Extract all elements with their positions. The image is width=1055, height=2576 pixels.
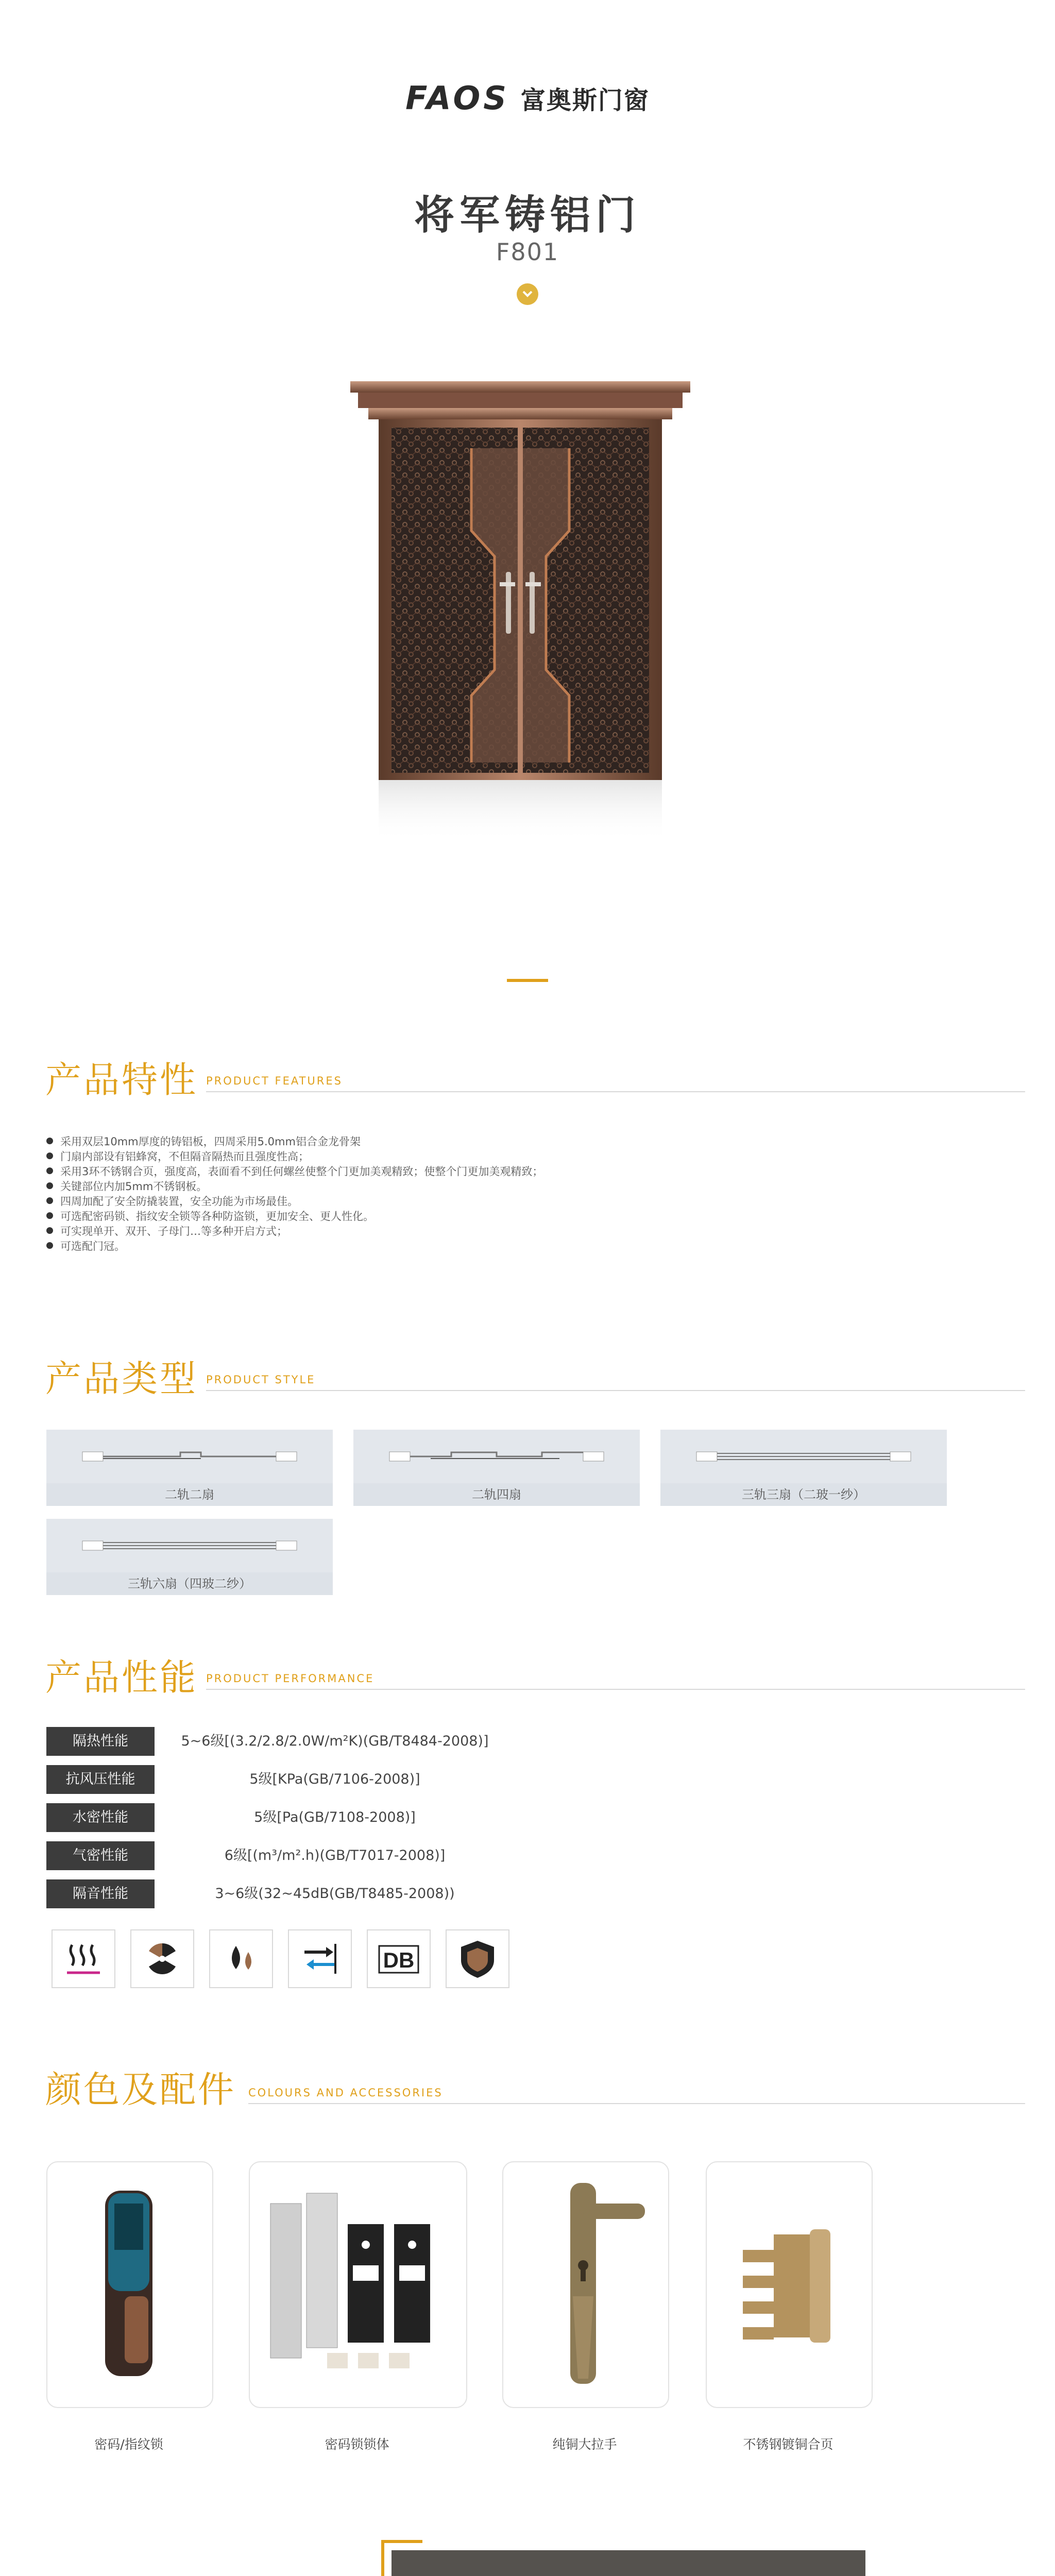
type-label: 三轨三扇（二玻一纱） <box>660 1483 947 1506</box>
perf-value: 3~6级(32~45dB(GB/T8485-2008)) <box>215 1886 455 1902</box>
track-diagram-icon <box>46 1430 333 1483</box>
type-card[interactable] <box>46 1430 333 1506</box>
performance-rule <box>206 1689 1025 1690</box>
hinge-icon <box>707 2162 872 2407</box>
logo-wordmark: FAOS <box>405 79 509 117</box>
list-item: 关键部位内加5mm不锈钢板。 <box>46 1178 1025 1193</box>
table-row <box>46 1803 1025 1832</box>
table-row <box>46 1841 1025 1870</box>
accessory-label: 密码锁锁体 <box>325 2437 389 2452</box>
perf-label: 抗风压性能 <box>46 1765 155 1794</box>
table-row <box>46 1727 1025 1756</box>
bullet-icon <box>46 1197 53 1204</box>
air-tight-icon <box>288 1929 352 1988</box>
detail-photo <box>392 2550 865 2576</box>
corner-accent <box>381 2540 384 2576</box>
bullet-icon <box>46 1182 53 1189</box>
performance-title: 产品性能 <box>45 1656 198 1699</box>
perf-label: 气密性能 <box>46 1841 155 1870</box>
wind-pressure-icon <box>130 1929 194 1988</box>
features-title: 产品特性 <box>45 1059 198 1101</box>
types-rule <box>206 1390 1025 1391</box>
accessory-card[interactable] <box>249 2161 467 2408</box>
accessory-card[interactable] <box>502 2161 669 2408</box>
heat-insulation-icon <box>52 1929 115 1988</box>
type-label: 二轨四扇 <box>353 1483 640 1506</box>
perf-label: 隔音性能 <box>46 1879 155 1908</box>
door-handle-icon <box>503 2162 668 2407</box>
accessory-card[interactable] <box>706 2161 873 2408</box>
smart-lock-icon <box>47 2162 212 2407</box>
accessory-card[interactable] <box>46 2161 213 2408</box>
perf-value: 5~6级[(3.2/2.8/2.0W/m²K)(GB/T8484-2008)] <box>181 1733 489 1749</box>
bullet-icon <box>46 1227 53 1234</box>
list-item: 采用3环不锈钢合页，强度高，表面看不到任何螺丝使整个门更加美观精致；使整个门更加美观精致； <box>46 1163 1025 1178</box>
accessory-label: 密码/指纹锁 <box>94 2437 163 2452</box>
performance-subtitle: PRODUCT PERFORMANCE <box>206 1672 375 1685</box>
accessories-rule <box>248 2103 1025 2104</box>
sound-insulation-icon <box>367 1929 431 1988</box>
types-title: 产品类型 <box>45 1358 198 1400</box>
product-title: 将军铸铝门 <box>414 192 641 239</box>
type-card[interactable] <box>353 1430 640 1506</box>
features-subtitle: PRODUCT FEATURES <box>206 1075 343 1087</box>
db-text: DB <box>383 1948 415 1972</box>
list-item: 可选配密码锁、指纹安全锁等各种防盗锁，更加安全、更人性化。 <box>46 1208 1025 1223</box>
list-item: 采用双层10mm厚度的铸铝板，四周采用5.0mm铝合金龙骨架 <box>46 1133 1025 1148</box>
types-subtitle: PRODUCT STYLE <box>206 1374 316 1386</box>
type-card[interactable] <box>46 1519 333 1595</box>
bullet-icon <box>46 1153 53 1159</box>
brand-logo <box>0 77 1055 118</box>
accessory-label: 不锈钢镀铜合页 <box>743 2437 833 2452</box>
water-tight-icon <box>209 1929 273 1988</box>
bullet-icon <box>46 1212 53 1219</box>
track-diagram-icon <box>353 1430 640 1483</box>
features-rule <box>206 1091 1025 1092</box>
list-item: 四周加配了安全防撬装置，安全功能为市场最佳。 <box>46 1193 1025 1208</box>
list-item: 可选配门冠。 <box>46 1238 1025 1253</box>
perf-value: 5级[Pa(GB/7108-2008)] <box>254 1809 416 1825</box>
list-item: 门扇内部设有铝蜂窝，不但隔音隔热而且强度性高； <box>46 1148 1025 1163</box>
corner-accent <box>381 2540 422 2543</box>
accessories-title: 颜色及配件 <box>45 2069 236 2111</box>
accessory-label: 纯铜大拉手 <box>552 2437 617 2452</box>
type-label: 二轨二扇 <box>46 1483 333 1506</box>
logo-name-cn: 富奥斯门窗 <box>520 86 650 115</box>
bullet-icon <box>46 1167 53 1174</box>
bullet-icon <box>46 1242 53 1249</box>
table-row <box>46 1765 1025 1794</box>
track-diagram-icon <box>660 1430 947 1483</box>
bullet-icon <box>46 1138 53 1144</box>
perf-value: 6级[(m³/m².h)(GB/T7017-2008)] <box>224 1848 446 1863</box>
lock-body-icon <box>250 2162 466 2407</box>
perf-label: 水密性能 <box>46 1803 155 1832</box>
track-diagram-icon <box>46 1519 333 1572</box>
list-item: 可实现单开、双开、子母门…等多种开启方式； <box>46 1223 1025 1238</box>
type-label: 三轨六扇（四玻二纱） <box>46 1572 333 1595</box>
feature-list <box>46 1133 1025 1253</box>
perf-value: 5级[KPa(GB/7106-2008)] <box>249 1771 420 1787</box>
door-image <box>340 361 701 850</box>
perf-label: 隔热性能 <box>46 1727 155 1756</box>
section-divider <box>507 979 548 982</box>
shield-icon <box>446 1929 509 1988</box>
chevron-down-icon[interactable] <box>517 283 538 305</box>
accessories-subtitle: COLOURS AND ACCESSORIES <box>248 2087 443 2099</box>
type-card[interactable] <box>660 1430 947 1506</box>
product-model: F801 <box>496 238 559 266</box>
table-row <box>46 1879 1025 1908</box>
